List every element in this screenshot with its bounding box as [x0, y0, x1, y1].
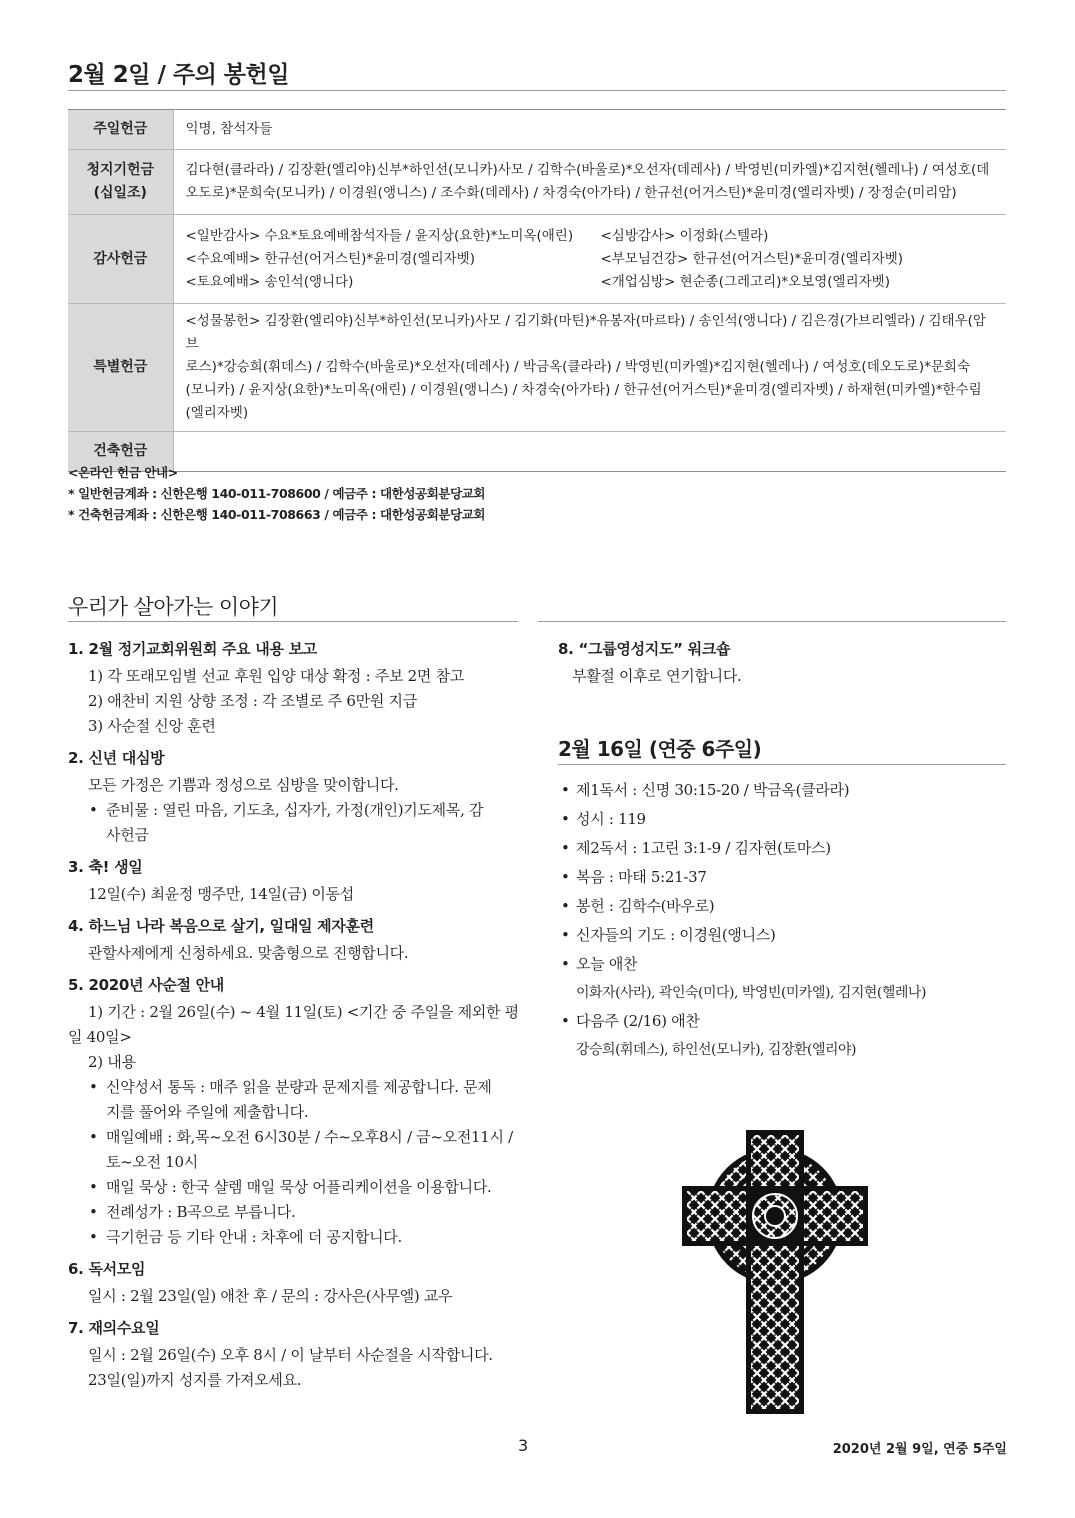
- row-line: <개업심방> 현순종(그레고리)*오보영(엘리자벳): [600, 273, 890, 290]
- news-bullet: • 극기헌금 등 기타 안내 : 차후에 더 공지합니다.: [68, 1225, 528, 1250]
- footer-date: 2020년 2월 9일, 연중 5주일: [832, 1442, 1007, 1457]
- news-line: 3) 사순절 신앙 훈련: [88, 717, 216, 735]
- news-line: 1) 각 또래모임별 선교 후원 입양 대상 확정 : 주보 2면 참고: [88, 667, 464, 685]
- row-line: 김다현(클라라) / 김장환(엘리야)신부*하인선(모니카)사모 / 김학수(바울로)*오선자(데레사) / 박영빈(미카엘)*김지현(헬레나) / 여성호(데: [185, 162, 990, 178]
- sunday-rule: [558, 764, 1006, 765]
- news-line: 2) 내용: [88, 1053, 136, 1071]
- sunday-item: • 다음주 (2/16) 애찬: [558, 1007, 1008, 1036]
- row-line: (모니카) / 윤지상(요한)*노미옥(애린) / 이경원(앵니스) / 차경숙(아가타) / 한규선(어거스틴)*윤미경(엘리자벳) / 하재현(미카엘)*한수림: [185, 382, 982, 398]
- row-label: 감사헌금: [68, 215, 173, 304]
- general-account: * 일반헌금계좌 : 신한은행 140-011-708600 / 예금주 : 대한성공회분당교회: [68, 486, 486, 501]
- sunday-item: • 복음 : 마태 5:21-37: [558, 863, 1008, 892]
- news-line: 모든 가정은 기쁨과 정성으로 심방을 맞이합니다.: [88, 776, 399, 794]
- news-item-heading: 7. 재의수요일: [68, 1319, 160, 1337]
- row-line: 오도로)*문희숙(모니카) / 이경원(앵니스) / 조수화(데레사) / 차경숙(아가타) / 한규선(어거스틴)*윤미경(엘리자벳) / 장정순(미리암): [185, 185, 957, 201]
- row-label: 특별헌금: [68, 304, 173, 432]
- row-line: 로스)*강승희(휘데스) / 김학수(바울로)*오선자(데레사) / 박금옥(클라라) / 박영빈(미카엘)*김지현(헬레나) / 여성호(데오도로)*문희숙: [185, 359, 970, 375]
- news-line: 일시 : 2월 23일(일) 애찬 후 / 문의 : 강사은(사무엘) 교우: [88, 1287, 453, 1305]
- sunday-subitem: 이화자(사라), 곽인숙(미다), 박영빈(미카엘), 김지현(헬레나): [576, 985, 926, 1001]
- sunday-item: • 오늘 애찬: [558, 950, 1008, 979]
- news-line: 일 40일>: [68, 1028, 132, 1046]
- news-rule-right: [538, 621, 1006, 622]
- row-label-line: (십일조): [93, 185, 147, 201]
- offering-title-rule: [68, 90, 1006, 91]
- page-number: 3: [518, 1436, 529, 1455]
- news-line: 1) 기간 : 2월 26일(수) ~ 4월 11일(토) <기간 중 주일을 제외한 평: [88, 1003, 519, 1021]
- row-line: <부모님건강> 한규선(어거스틴)*윤미경(엘리자벳): [600, 250, 904, 267]
- news-line: 부활절 이후로 연기합니다.: [572, 667, 742, 685]
- table-row: [68, 215, 1006, 304]
- news-title: 우리가 살아가는 이야기: [68, 595, 279, 619]
- row-label: 건축헌금: [68, 432, 173, 472]
- row-line: <토요예배> 송인석(앵니다): [185, 273, 354, 290]
- sunday-item: • 신자들의 기도 : 이경원(앵니스): [558, 921, 1008, 950]
- table-row: [68, 304, 1006, 432]
- news-item-heading: 1. 2월 정기교회위원회 주요 내용 보고: [68, 640, 317, 658]
- news-item-heading: 3. 축! 생일: [68, 858, 143, 876]
- row-label-line: 청지기헌금: [86, 162, 155, 178]
- sunday-subitem: 강승희(휘데스), 하인선(모니카), 김장환(엘리야): [576, 1042, 857, 1058]
- sunday-item: • 제2독서 : 1고린 3:1-9 / 김자현(토마스): [558, 834, 1008, 863]
- online-heading: <온라인 헌금 안내>: [68, 465, 178, 480]
- sunday-title: 2월 16일 (연중 6주일): [558, 737, 762, 761]
- sunday-list: [558, 776, 1008, 1064]
- offering-title: 2월 2일 / 주의 봉헌일: [68, 62, 289, 88]
- table-row: [68, 110, 1006, 150]
- news-line: 일시 : 2월 26일(수) 오후 8시 / 이 날부터 사순절을 시작합니다.: [88, 1346, 493, 1364]
- building-account: * 건축헌금계좌 : 신한은행 140-011-708663 / 예금주 : 대한성공회분당교회: [68, 507, 486, 522]
- news-rule: [68, 621, 518, 622]
- row-label: [68, 150, 173, 215]
- news-item-heading: 6. 독서모임: [68, 1260, 146, 1278]
- row-line: 익명, 참석자들: [185, 121, 273, 137]
- news-right-column: [558, 638, 1008, 689]
- news-bullet: • 준비물 : 열린 마음, 기도초, 십자가, 가정(개인)기도제목, 감 사헌금: [68, 798, 528, 848]
- row-label: 주일헌금: [68, 110, 173, 150]
- news-line: 12일(수) 최윤정 맹주만, 14일(금) 이동섭: [88, 885, 354, 903]
- row-line: <일반감사> 수요*토요예배참석자들 / 윤지상(요한)*노미옥(애린): [185, 227, 574, 244]
- news-item-heading: 8. “그룹영성지도” 워크숍: [558, 640, 731, 658]
- celtic-cross-icon: [680, 1128, 870, 1416]
- table-row: [68, 150, 1006, 215]
- news-bullet: • 전례성가 : B곡으로 부릅니다.: [68, 1200, 528, 1225]
- news-item-heading: 4. 하느님 나라 복음으로 살기, 일대일 제자훈련: [68, 917, 374, 935]
- row-line: <수요예배> 한규선(어거스틴)*윤미경(엘리자벳): [185, 250, 475, 267]
- online-offering-info: [68, 462, 485, 525]
- news-bullet: • 매일예배 : 화,목~오전 6시30분 / 수~오후8시 / 금~오전11시 / 토~오전 10시: [68, 1125, 528, 1175]
- news-line: 관할사제에게 신청하세요. 맞춤형으로 진행합니다.: [88, 944, 409, 962]
- news-left-column: [68, 638, 528, 1393]
- news-item-heading: 2. 신년 대심방: [68, 749, 165, 767]
- sunday-item: • 제1독서 : 신명 30:15-20 / 박금옥(클라라): [558, 776, 1008, 805]
- sunday-item: • 봉헌 : 김학수(바우로): [558, 892, 1008, 921]
- row-line: <심방감사> 이정화(스텔라): [600, 227, 769, 244]
- news-item-heading: 5. 2020년 사순절 안내: [68, 976, 224, 994]
- news-line: 2) 애찬비 지원 상향 조정 : 각 조별로 주 6만원 지급: [88, 692, 417, 710]
- news-line: 23일(일)까지 성지를 가져오세요.: [88, 1371, 302, 1389]
- news-bullet: • 신약성서 통독 : 매주 읽을 분량과 문제지를 제공합니다. 문제 지를 풀어와 주일에 제출합니다.: [68, 1075, 528, 1125]
- offering-table: [68, 109, 1006, 472]
- sunday-item: • 성시 : 119: [558, 805, 1008, 834]
- news-bullet: • 매일 묵상 : 한국 샬렘 매일 묵상 어플리케이션을 이용합니다.: [68, 1175, 528, 1200]
- row-line: <성물봉헌> 김장환(엘리야)신부*하인선(모니카)사모 / 김기화(마틴)*유봉자(마르타) / 송인석(앵니다) / 김은경(가브리엘라) / 김태우(암브: [185, 313, 986, 352]
- row-line: (엘리자벳): [185, 405, 249, 421]
